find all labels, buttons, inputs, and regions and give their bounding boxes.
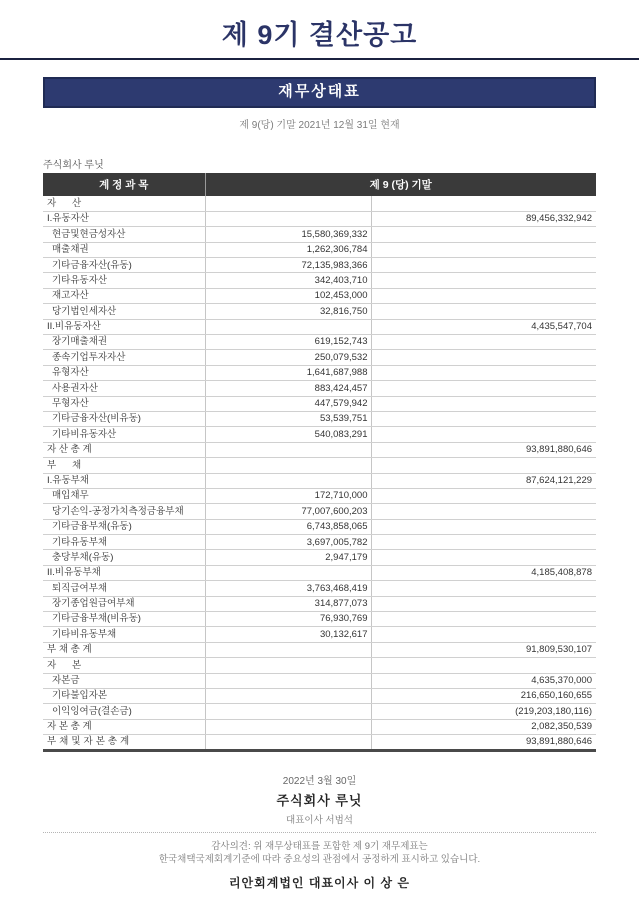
table-row [43, 458, 596, 473]
table-row [43, 504, 596, 519]
table-row [43, 535, 596, 550]
statement-banner-title: 재무상태표 [43, 77, 596, 108]
amount-total-cell [371, 411, 596, 426]
amount-detail-cell [205, 658, 371, 673]
amount-total-cell [371, 396, 596, 411]
amount-total-cell [371, 381, 596, 396]
table-row [43, 612, 596, 627]
account-label: 부채및자본총계 [43, 735, 205, 750]
amount-detail-cell: 32,816,750 [205, 304, 371, 319]
amount-detail-cell [205, 565, 371, 580]
amount-detail-cell: 342,403,710 [205, 273, 371, 288]
amount-detail-cell [205, 196, 371, 211]
amount-detail-cell: 1,262,306,784 [205, 242, 371, 257]
amount-total-cell: (219,203,180,116) [371, 704, 596, 719]
amount-total-cell [371, 196, 596, 211]
amount-total-cell: 91,809,530,107 [371, 642, 596, 657]
amount-total-cell [371, 242, 596, 257]
amount-detail-cell [205, 319, 371, 334]
table-body [43, 196, 596, 750]
table-row [43, 596, 596, 611]
account-label: 이익잉여금(결손금) [43, 704, 205, 719]
amount-total-cell [371, 350, 596, 365]
table-row [43, 550, 596, 565]
amount-total-cell: 2,082,350,539 [371, 719, 596, 734]
amount-total-cell [371, 488, 596, 503]
table-header-row [43, 173, 596, 196]
account-label: II.비유동부채 [43, 565, 205, 580]
auditor-signature: 리안회계법인 대표이사 이 상 은 [228, 876, 411, 891]
account-label: 유형자산 [43, 365, 205, 380]
table-row [43, 704, 596, 719]
amount-total-cell [371, 304, 596, 319]
account-label: 재고자산 [43, 288, 205, 303]
account-label: 자 본 [43, 658, 205, 673]
amount-detail-cell: 2,947,179 [205, 550, 371, 565]
amount-total-cell [371, 258, 596, 273]
amount-detail-cell: 72,135,983,366 [205, 258, 371, 273]
table-row [43, 565, 596, 580]
account-label: 충당부채(유동) [43, 550, 205, 565]
amount-detail-cell [205, 458, 371, 473]
amount-detail-cell: 77,007,600,203 [205, 504, 371, 519]
amount-total-cell [371, 335, 596, 350]
amount-detail-cell [205, 473, 371, 488]
account-column-header: 계 정 과 목 [43, 173, 205, 196]
table-row [43, 319, 596, 334]
amount-total-cell [371, 273, 596, 288]
account-label: 종속기업투자자산 [43, 350, 205, 365]
account-label: 기타금융부채(유동) [43, 519, 205, 534]
amount-detail-cell: 53,539,751 [205, 411, 371, 426]
company-name-label: 주식회사 루닛 [43, 160, 104, 171]
audit-opinion-line2: 한국채택국제회계기준에 따라 중요성의 관점에서 공정하게 표시하고 있습니다. [158, 853, 481, 865]
amount-total-cell [371, 288, 596, 303]
table-row [43, 381, 596, 396]
account-label: I.유동부채 [43, 473, 205, 488]
page-title: 제 9기 결산공고 [221, 20, 418, 50]
table-row [43, 427, 596, 442]
amount-total-cell: 4,185,408,878 [371, 565, 596, 580]
account-label: 당기법인세자산 [43, 304, 205, 319]
amount-total-cell [371, 365, 596, 380]
table-row [43, 335, 596, 350]
amount-total-cell [371, 550, 596, 565]
account-label: 부 채 [43, 458, 205, 473]
amount-total-cell [371, 581, 596, 596]
footer-divider [43, 832, 596, 833]
amount-detail-cell [205, 673, 371, 688]
amount-total-cell [371, 658, 596, 673]
table-row [43, 642, 596, 657]
amount-total-cell: 89,456,332,942 [371, 211, 596, 226]
title-divider [0, 58, 639, 60]
report-date: 2022년 3월 30일 [282, 775, 357, 787]
account-label: 장기종업원급여부채 [43, 596, 205, 611]
table-row [43, 442, 596, 457]
amount-detail-cell [205, 642, 371, 657]
table-row [43, 258, 596, 273]
account-label: 기타불입자본 [43, 689, 205, 704]
amount-detail-cell: 314,877,073 [205, 596, 371, 611]
amount-detail-cell [205, 442, 371, 457]
table-row [43, 304, 596, 319]
amount-total-cell [371, 535, 596, 550]
amount-total-cell: 4,635,370,000 [371, 673, 596, 688]
amount-detail-cell: 1,641,687,988 [205, 365, 371, 380]
amount-detail-cell: 447,579,942 [205, 396, 371, 411]
account-label: 기타금융자산(비유동) [43, 411, 205, 426]
amount-detail-cell: 102,453,000 [205, 288, 371, 303]
account-label: 사용권자산 [43, 381, 205, 396]
account-label: 자본금 [43, 673, 205, 688]
table-row [43, 673, 596, 688]
table-row [43, 396, 596, 411]
table-row [43, 719, 596, 734]
table-row [43, 735, 596, 750]
account-label: 자 본 총 계 [43, 719, 205, 734]
account-label: 기타비유동부채 [43, 627, 205, 642]
amount-detail-cell: 6,743,858,065 [205, 519, 371, 534]
amount-detail-cell: 172,710,000 [205, 488, 371, 503]
amount-total-cell [371, 596, 596, 611]
amount-detail-cell [205, 735, 371, 750]
account-label: 기타비유동자산 [43, 427, 205, 442]
amount-total-cell: 4,435,547,704 [371, 319, 596, 334]
table-row [43, 488, 596, 503]
table-row [43, 689, 596, 704]
table-row [43, 288, 596, 303]
balance-sheet-table [43, 173, 596, 752]
account-label: 퇴직급여부채 [43, 581, 205, 596]
amount-total-cell [371, 519, 596, 534]
amount-total-cell [371, 612, 596, 627]
table-row [43, 350, 596, 365]
account-label: 매입채무 [43, 488, 205, 503]
amount-detail-cell: 250,079,532 [205, 350, 371, 365]
account-label: 당기손익-공정가치측정금융부채 [43, 504, 205, 519]
account-label: 기타금융자산(유동) [43, 258, 205, 273]
statement-content [43, 77, 596, 891]
account-label: 부 채 총 계 [43, 642, 205, 657]
table-row [43, 211, 596, 226]
footer-ceo-name: 대표이사 서범석 [286, 814, 353, 826]
account-label: 매출채권 [43, 242, 205, 257]
amount-detail-cell [205, 689, 371, 704]
amount-detail-cell [205, 719, 371, 734]
amount-total-cell [371, 227, 596, 242]
amount-detail-cell: 30,132,617 [205, 627, 371, 642]
amount-total-cell [371, 458, 596, 473]
statement-subtitle: 제 9(당) 기말 2021년 12월 31일 현재 [239, 120, 400, 131]
account-label: 기타유동자산 [43, 273, 205, 288]
account-label: 자 산 총 계 [43, 442, 205, 457]
amount-detail-cell [205, 704, 371, 719]
table-row [43, 365, 596, 380]
table-row [43, 519, 596, 534]
table-row [43, 242, 596, 257]
amount-total-cell [371, 427, 596, 442]
amount-total-cell: 87,624,121,229 [371, 473, 596, 488]
amount-detail-cell: 619,152,743 [205, 335, 371, 350]
account-label: 기타금융부채(비유동) [43, 612, 205, 627]
statement-footer [43, 772, 596, 892]
amount-total-cell [371, 627, 596, 642]
audit-opinion-line1: 감사의견: 위 재무상태표를 포함한 제 9기 재무제표는 [211, 840, 428, 852]
account-label: 자 산 [43, 196, 205, 211]
account-label: 기타유동부채 [43, 535, 205, 550]
table-row [43, 196, 596, 211]
footer-company-name: 주식회사 루닛 [276, 792, 363, 808]
amount-detail-cell: 540,083,291 [205, 427, 371, 442]
amount-detail-cell: 883,424,457 [205, 381, 371, 396]
amount-total-cell: 93,891,880,646 [371, 442, 596, 457]
account-label: 현금및현금성자산 [43, 227, 205, 242]
table-row [43, 581, 596, 596]
account-label: I.유동자산 [43, 211, 205, 226]
account-label: 장기매출채권 [43, 335, 205, 350]
table-row [43, 473, 596, 488]
amount-detail-cell: 76,930,769 [205, 612, 371, 627]
table-row [43, 227, 596, 242]
amount-detail-cell [205, 211, 371, 226]
account-label: II.비유동자산 [43, 319, 205, 334]
amount-total-cell [371, 504, 596, 519]
amount-detail-cell: 3,697,005,782 [205, 535, 371, 550]
account-label: 무형자산 [43, 396, 205, 411]
period-column-header: 제 9 (당) 기말 [205, 173, 596, 196]
table-row [43, 411, 596, 426]
table-row [43, 273, 596, 288]
amount-total-cell: 216,650,160,655 [371, 689, 596, 704]
table-row [43, 658, 596, 673]
amount-total-cell: 93,891,880,646 [371, 735, 596, 750]
amount-detail-cell: 15,580,369,332 [205, 227, 371, 242]
amount-detail-cell: 3,763,468,419 [205, 581, 371, 596]
table-row [43, 627, 596, 642]
